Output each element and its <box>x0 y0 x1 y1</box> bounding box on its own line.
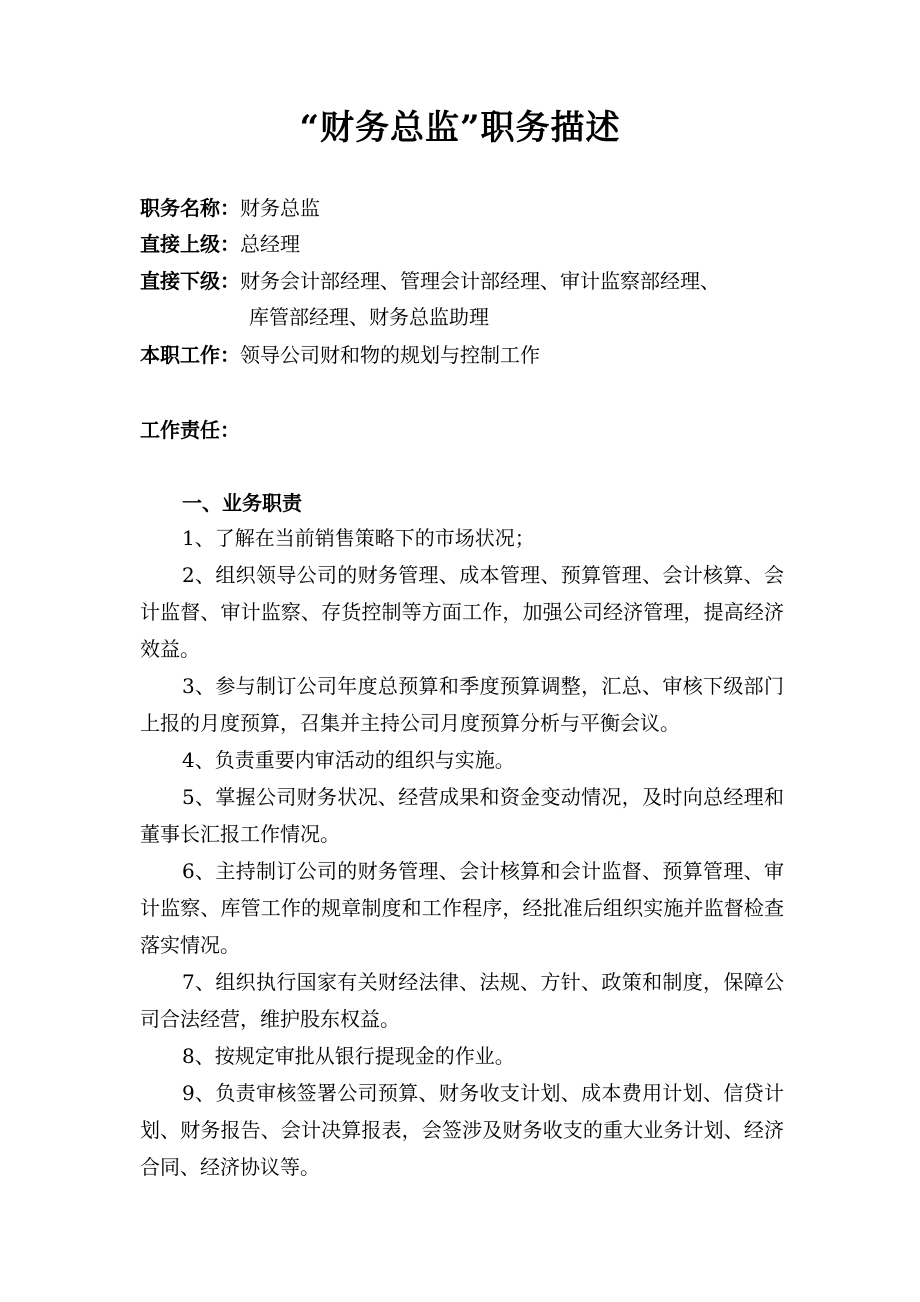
field-label: 直接下级： <box>140 269 240 293</box>
field-core-work <box>140 337 800 373</box>
field-label: 直接上级： <box>140 232 240 256</box>
list-item: 8、按规定审批从银行提现金的作业。 <box>182 1044 515 1068</box>
responsibility-list <box>140 520 784 1186</box>
responsibilities-heading: 工作责任： <box>140 418 240 442</box>
field-value: 总经理 <box>240 232 300 256</box>
field-label: 职务名称： <box>140 196 240 220</box>
field-value-continued: 库管部经理、财务总监助理 <box>249 305 489 329</box>
list-item: 6、主持制订公司的财务管理、会计核算和会计监督、预算管理、审计监察、库管工作的规章制度和工作程序，经批准后组织实施并监督检查落实情况。 <box>140 859 784 957</box>
list-item: 2、组织领导公司的财务管理、成本管理、预算管理、会计核算、会计监督、审计监察、存货控制等方面工作，加强公司经济管理，提高经济效益。 <box>140 563 784 661</box>
field-value: 领导公司财和物的规划与控制工作 <box>240 343 540 367</box>
field-subordinates <box>140 263 800 335</box>
section-title: 一、业务职责 <box>182 491 302 515</box>
list-item: 7、组织执行国家有关财经法律、法规、方针、政策和制度，保障公司合法经营，维护股东权益。 <box>140 970 784 1031</box>
document-title: “财务总监”职务描述 <box>299 108 621 148</box>
field-job-title <box>140 190 800 226</box>
field-label: 本职工作： <box>140 343 240 367</box>
list-item: 5、掌握公司财务状况、经营成果和资金变动情况，及时向总经理和董事长汇报工作情况。 <box>140 785 784 846</box>
list-item: 3、参与制订公司年度总预算和季度预算调整，汇总、审核下级部门上报的月度预算，召集并主持公司月度预算分析与平衡会议。 <box>140 674 784 735</box>
list-item: 4、负责重要内审活动的组织与实施。 <box>182 748 515 772</box>
list-item: 9、负责审核签署公司预算、财务收支计划、成本费用计划、信贷计划、财务报告、会计决算报表，会签涉及财务收支的重大业务计划、经济合同、经济协议等。 <box>140 1081 784 1179</box>
field-value: 财务总监 <box>240 196 320 220</box>
field-superior <box>140 226 800 262</box>
list-item: 1、了解在当前销售策略下的市场状况； <box>182 526 535 550</box>
field-value: 财务会计部经理、管理会计部经理、审计监察部经理、 <box>240 269 720 293</box>
